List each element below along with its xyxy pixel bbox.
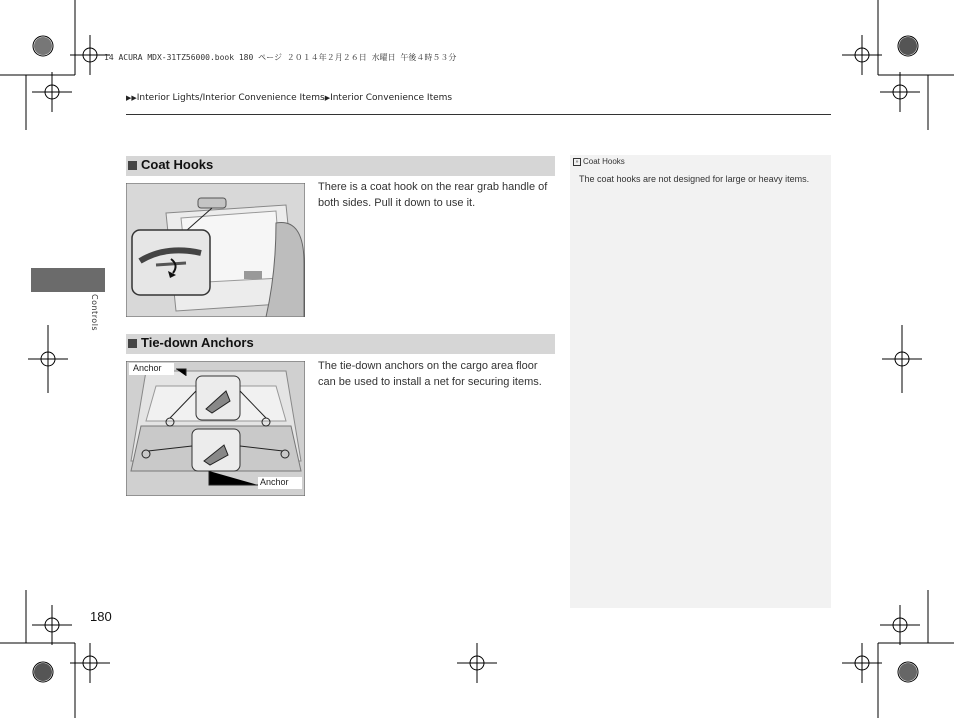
breadcrumb-item[interactable]: Interior Lights/Interior Convenience Items	[136, 93, 325, 103]
section-title: Coat Hooks	[141, 157, 214, 172]
reference-icon: »	[573, 158, 581, 166]
tie-down-anchor-illustration	[126, 361, 305, 496]
breadcrumb	[126, 93, 452, 103]
square-bullet-icon	[128, 161, 137, 170]
chapter-label: Controls	[90, 294, 99, 332]
section-title: Tie-down Anchors	[141, 335, 254, 350]
anchor-label: Anchor	[133, 363, 162, 373]
print-info: 14 ACURA MDX-31TZ56000.book 180 ページ ２０１４年２月２６日 水曜日 午後４時５３分	[104, 53, 457, 62]
section-header-tie-down-anchors	[126, 334, 555, 354]
note-header	[573, 157, 625, 166]
square-bullet-icon	[128, 339, 137, 348]
tie-down-text: The tie-down anchors on the cargo area floor can be used to install a net for securing items.	[318, 360, 542, 388]
header-rule	[126, 114, 831, 115]
arrow-right-icon: ▶▶	[126, 94, 137, 102]
arrow-right-icon: ▶	[324, 94, 331, 102]
sidebar-note-panel	[570, 155, 831, 608]
note-title: Coat Hooks	[583, 157, 625, 166]
anchor-label: Anchor	[260, 477, 289, 487]
coat-hooks-text: There is a coat hook on the rear grab handle of both sides. Pull it down to use it.	[318, 181, 548, 209]
chapter-tab[interactable]	[31, 268, 105, 292]
page-number: 180	[90, 609, 112, 624]
breadcrumb-item[interactable]: Interior Convenience Items	[330, 93, 453, 103]
note-text: The coat hooks are not designed for large or heavy items.	[579, 174, 810, 184]
section-header-coat-hooks	[126, 156, 555, 176]
coat-hook-illustration	[126, 183, 305, 317]
